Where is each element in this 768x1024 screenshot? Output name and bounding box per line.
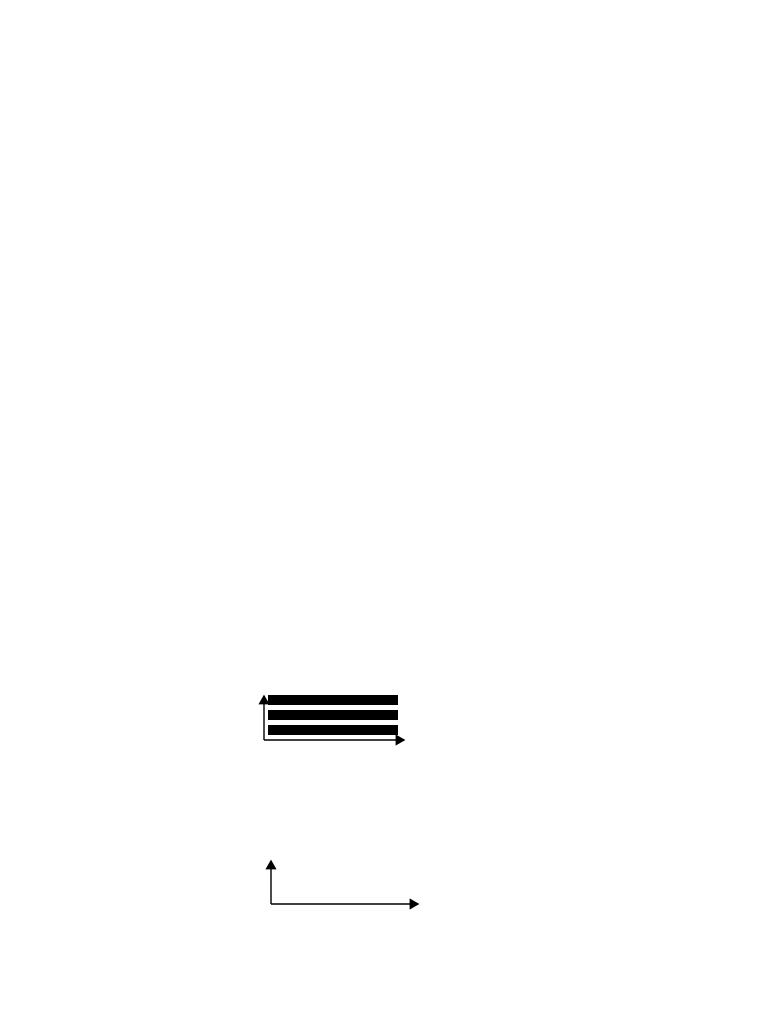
fdma-diagram <box>240 676 410 760</box>
fdma-band-1 <box>268 695 398 705</box>
tdma-diagram <box>248 839 423 929</box>
fdma-band-2 <box>268 710 398 720</box>
fdma-band-3 <box>268 725 398 735</box>
